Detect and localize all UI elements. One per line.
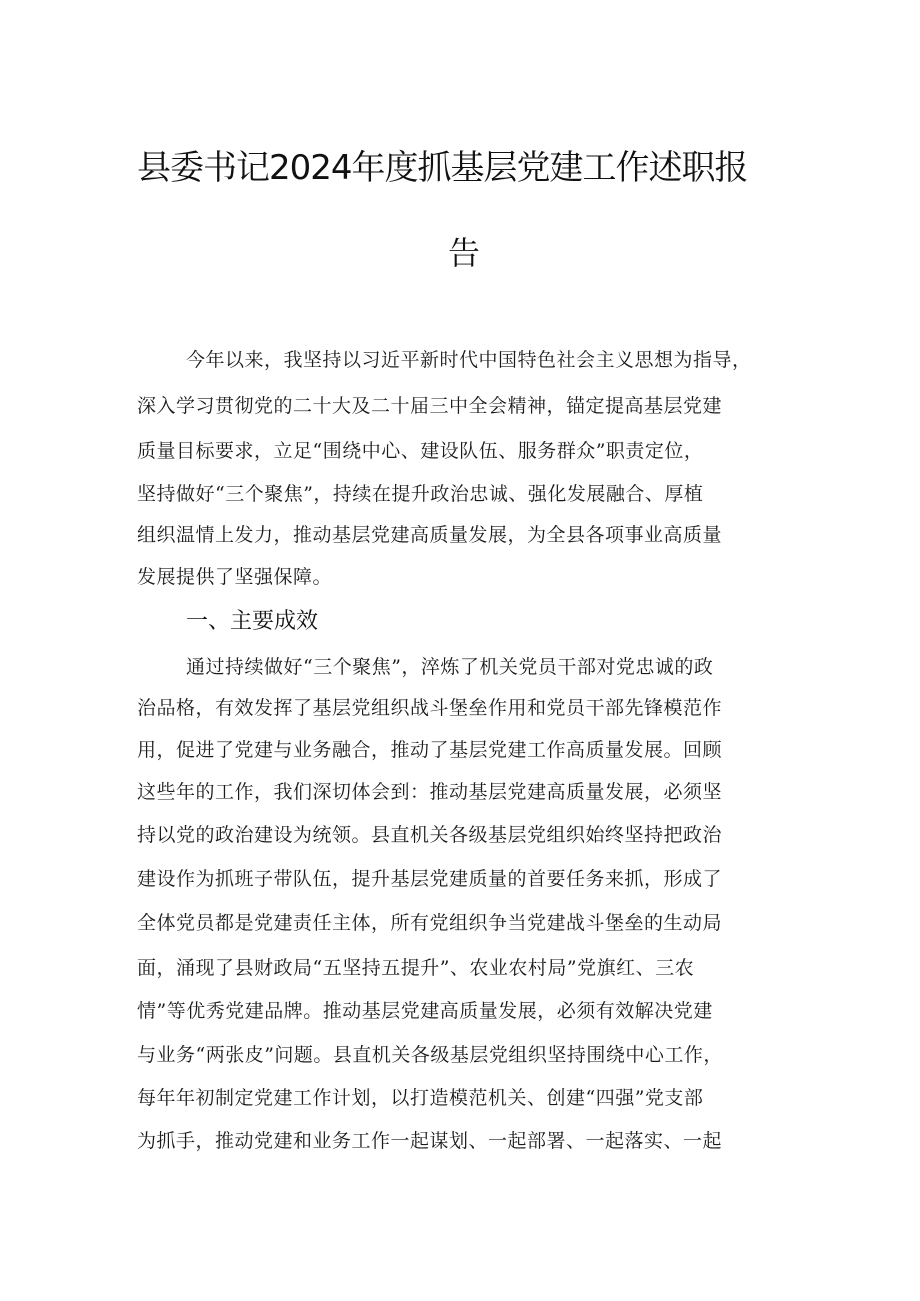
document-title-line-2: 告: [448, 234, 481, 272]
paragraph-line: 通过持续做好“三个聚焦”，淬炼了机关党员干部对党忠诚的政: [186, 656, 714, 678]
paragraph-line: 治品格，有效发挥了基层党组织战斗堡垒作用和党员干部先锋模范作: [137, 697, 723, 719]
paragraph-line: 每年年初制定党建工作计划，以打造模范机关、创建“四强”党支部: [137, 1087, 704, 1109]
paragraph-line: 持以党的政治建设为统领。县直机关各级基层党组织始终坚持把政治: [137, 824, 723, 846]
paragraph-line: 建设作为抓班子带队伍，提升基层党建质量的首要任务来抓，形成了: [137, 868, 723, 890]
paragraph-line: 组织温情上发力，推动基层党建高质量发展，为全县各项事业高质量: [137, 524, 723, 546]
paragraph-line: 全体党员都是党建责任主体，所有党组织争当党建战斗堡垒的生动局: [137, 912, 723, 934]
paragraph-line: 为抓手，推动党建和业务工作一起谋划、一起部署、一起落实、一起: [137, 1130, 723, 1152]
paragraph-line: 情”等优秀党建品牌。推动基层党建高质量发展，必须有效解决党建: [137, 1000, 713, 1022]
paragraph-line: 深入学习贯彻党的二十大及二十届三中全会精神，锚定提高基层党建: [137, 395, 723, 417]
paragraph-line: 发展提供了坚强保障。: [137, 566, 333, 588]
paragraph-line: 面，涌现了县财政局“五坚持五提升”、农业农村局”党旗红、三农: [137, 957, 695, 979]
paragraph-line: 与业务“两张皮”问题。县直机关各级基层党组织坚持围绕中心工作，: [137, 1044, 723, 1066]
paragraph-line: 这些年的工作，我们深切体会到：推动基层党建高质量发展，必须坚: [137, 781, 723, 803]
document-title-line-1: 县委书记2024年度抓基层党建工作述职报: [137, 148, 748, 188]
paragraph-line: 用，促进了党建与业务融合，推动了基层党建工作高质量发展。回顾: [137, 739, 723, 761]
paragraph-line: 今年以来，我坚持以习近平新时代中国特色社会主义思想为指导，: [186, 349, 752, 371]
paragraph-line: 质量目标要求，立足“围绕中心、建设队伍、服务群众”职责定位，: [137, 440, 704, 462]
paragraph-line: 坚持做好“三个聚焦”，持续在提升政治忠诚、强化发展融合、厚植: [137, 483, 704, 505]
section-heading: 一、主要成效: [186, 609, 319, 634]
